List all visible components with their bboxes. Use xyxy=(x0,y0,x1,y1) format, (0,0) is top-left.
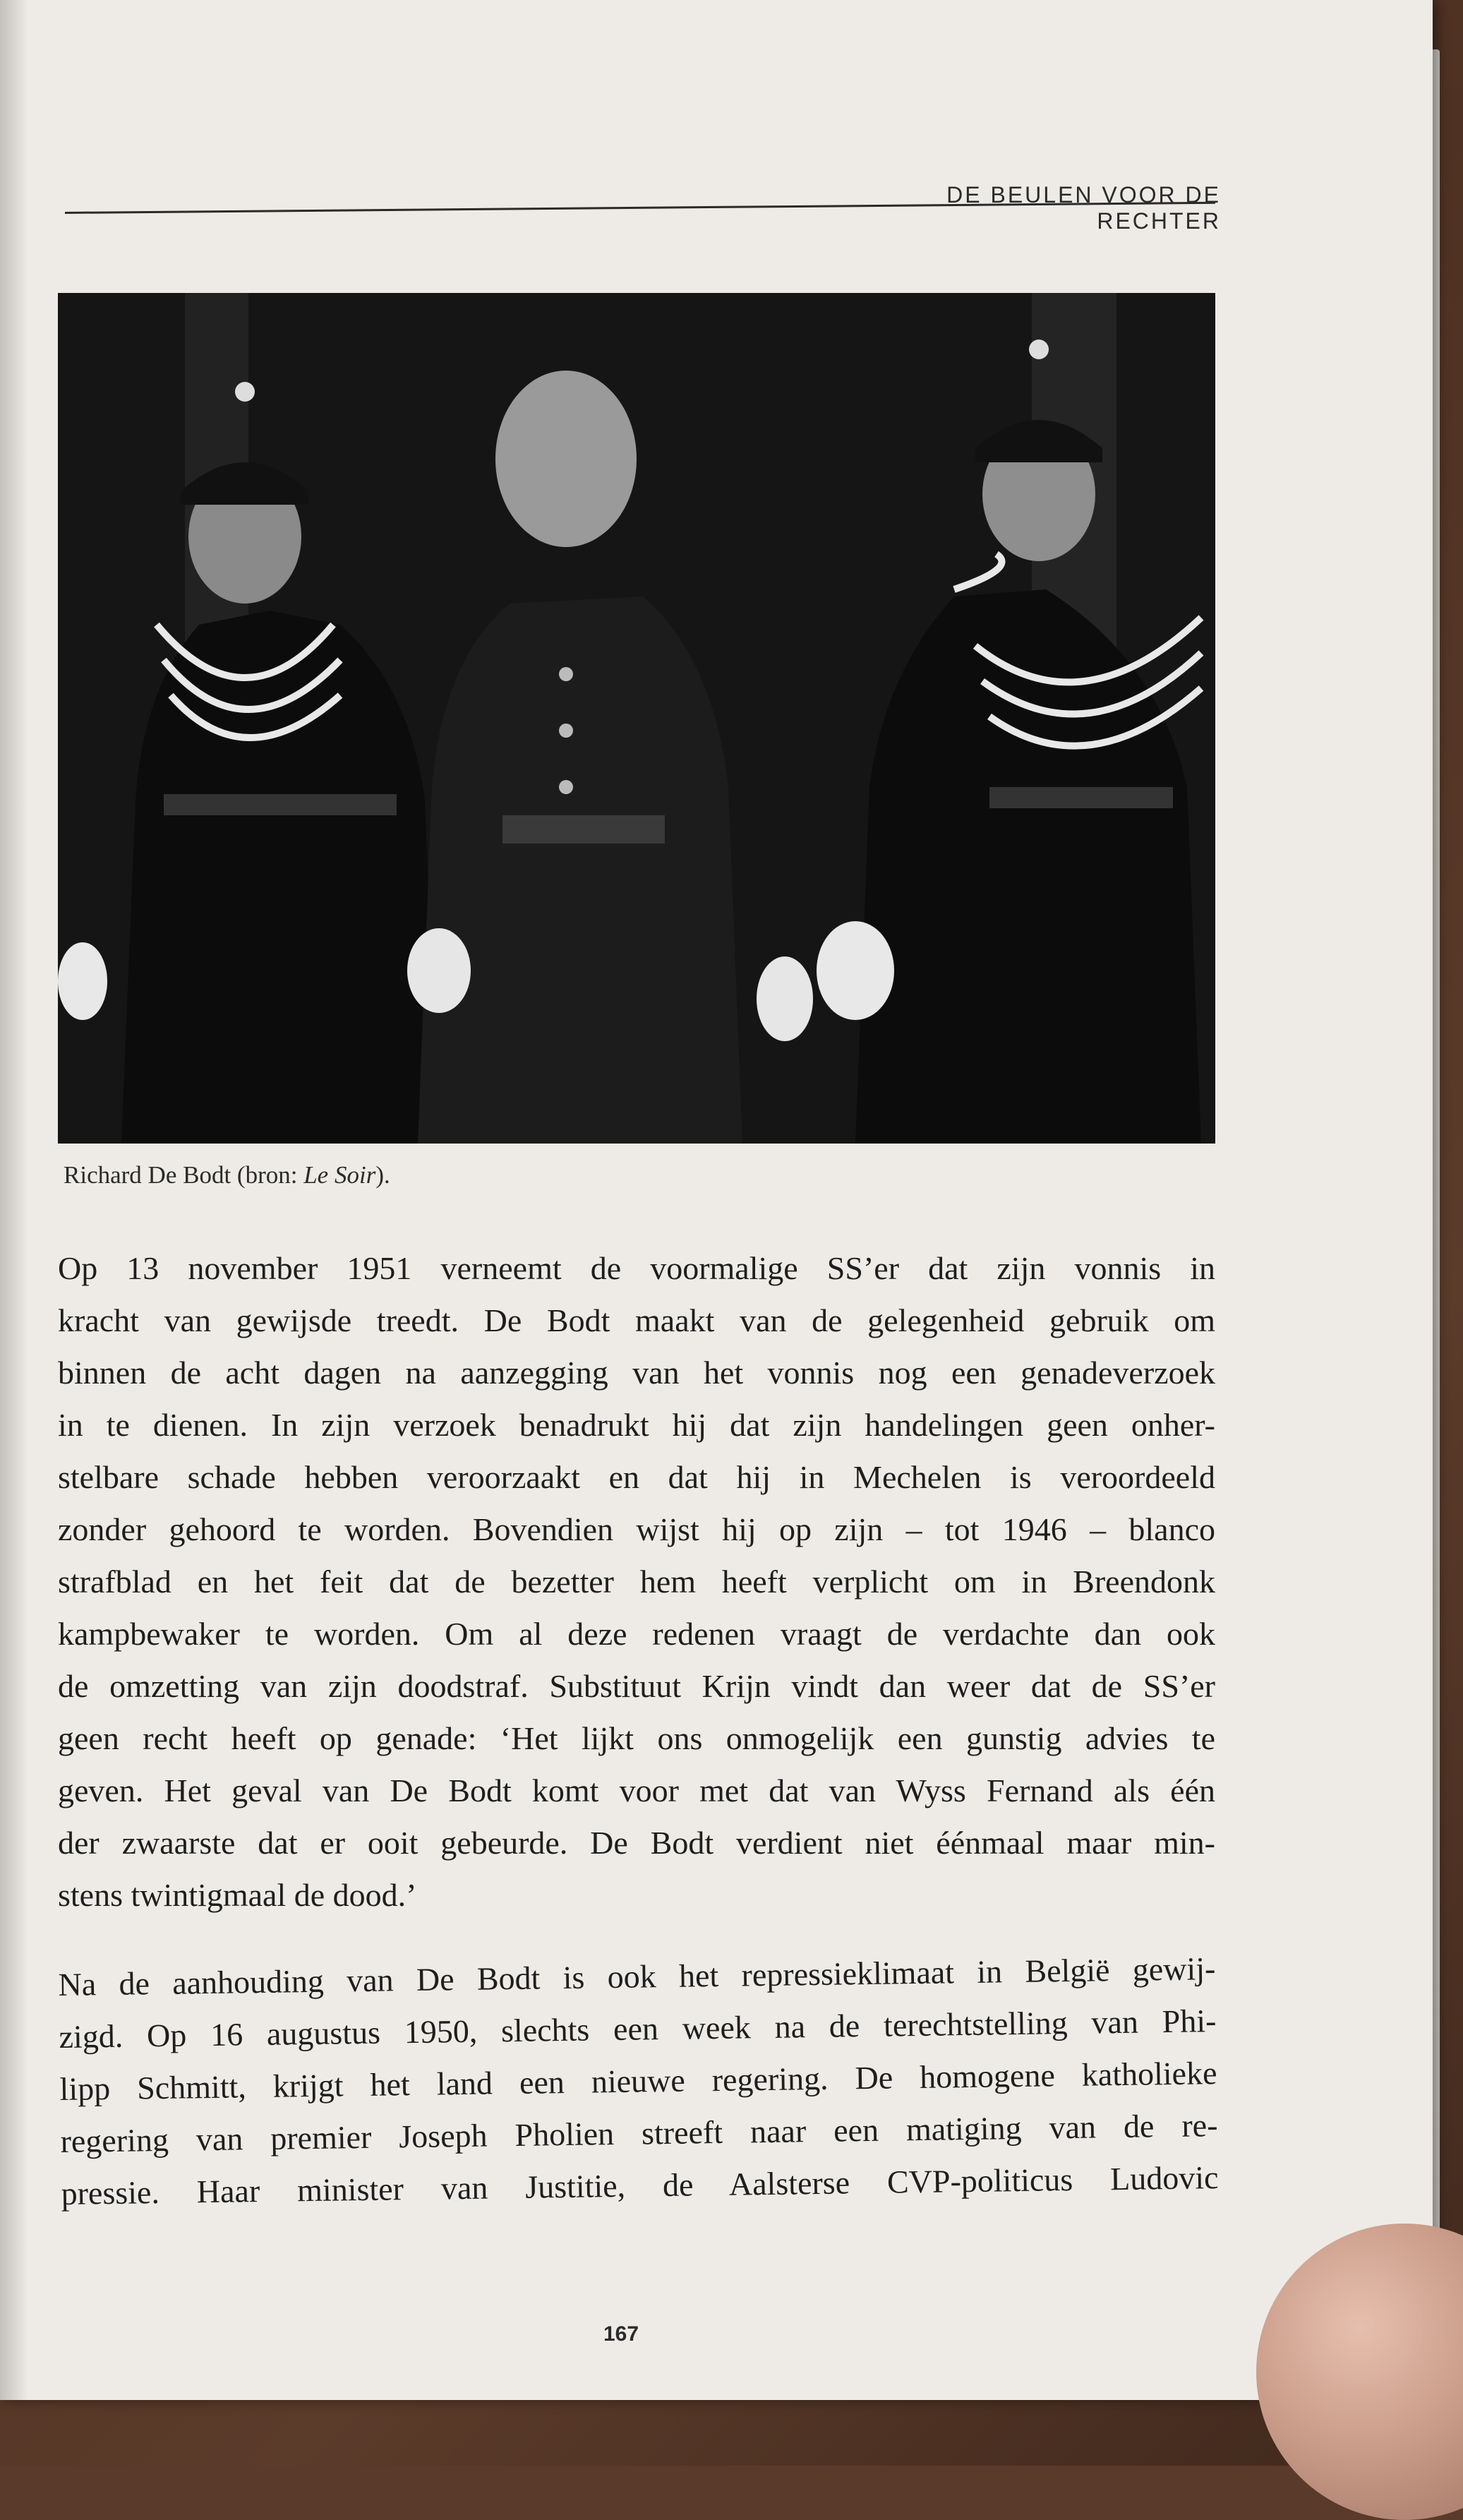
text-line: geven. Het geval van De Bodt komt voor met dat van Wyss Fernand als één xyxy=(58,1772,1215,1808)
text-line: zonder gehoord te worden. Bovendien wijst hij op zijn – tot 1946 – blanco xyxy=(58,1511,1215,1547)
photo-caption xyxy=(64,1161,390,1189)
text-line: binnen de acht dagen na aanzegging van het vonnis nog een genadeverzoek xyxy=(58,1355,1215,1391)
photo-illustration xyxy=(58,293,1215,1144)
body-paragraph-2 xyxy=(58,1943,1219,2220)
text-line: de omzetting van zijn doodstraf. Substituut Krijn vindt dan weer dat de SS’er xyxy=(58,1668,1215,1704)
text-line: geen recht heeft op genade: ‘Het lijkt ons onmogelijk een gunstig advies te xyxy=(58,1720,1215,1756)
body-paragraph-1 xyxy=(58,1242,1215,1921)
running-head: DE BEULEN VOOR DE RECHTER xyxy=(946,182,1221,234)
text-line: kampbewaker te worden. Om al deze redenen vraagt de verdachte dan ook xyxy=(58,1616,1215,1652)
text-line: kracht van gewijsde treedt. De Bodt maakt van de gelegenheid gebruik om xyxy=(58,1302,1215,1338)
caption-source: Le Soir xyxy=(303,1161,376,1189)
text-line: der zwaarste dat er ooit gebeurde. De Bodt verdient niet éénmaal maar min- xyxy=(58,1825,1215,1861)
text-line: lipp Schmitt, krijgt het land een nieuwe regering. De homogene katholieke xyxy=(59,2055,1217,2107)
caption-prefix: Richard De Bodt (bron: xyxy=(64,1161,304,1189)
text-line: pressie. Haar minister van Justitie, de Aalsterse CVP-politicus Ludovic xyxy=(61,2159,1219,2212)
text-line: Op 13 november 1951 verneemt de voormalige SS’er dat zijn vonnis in xyxy=(58,1250,1215,1286)
text-line: stens twintigmaal de dood.’ xyxy=(58,1877,417,1913)
text-line: Na de aanhouding van De Bodt is ook het repressieklimaat in België gewij- xyxy=(58,1950,1216,2003)
text-line: in te dienen. In zijn verzoek benadrukt hij dat zijn handelingen geen onher- xyxy=(58,1407,1215,1443)
text-line: strafblad en het feit dat de bezetter hem heeft verplicht om in Breendonk xyxy=(58,1564,1215,1600)
caption-suffix: ). xyxy=(375,1161,390,1189)
text-line: zigd. Op 16 augustus 1950, slechts een week na de terechtstelling van Phi- xyxy=(59,2003,1217,2055)
gutter-shadow xyxy=(0,0,28,2400)
photo-richard-de-bodt xyxy=(58,293,1215,1144)
page-number: 167 xyxy=(603,2322,639,2346)
text-line: regering van premier Joseph Pholien streeft naar een matiging van de re- xyxy=(60,2107,1218,2159)
text-line: stelbare schade hebben veroorzaakt en dat hij in Mechelen is veroordeeld xyxy=(58,1459,1215,1495)
